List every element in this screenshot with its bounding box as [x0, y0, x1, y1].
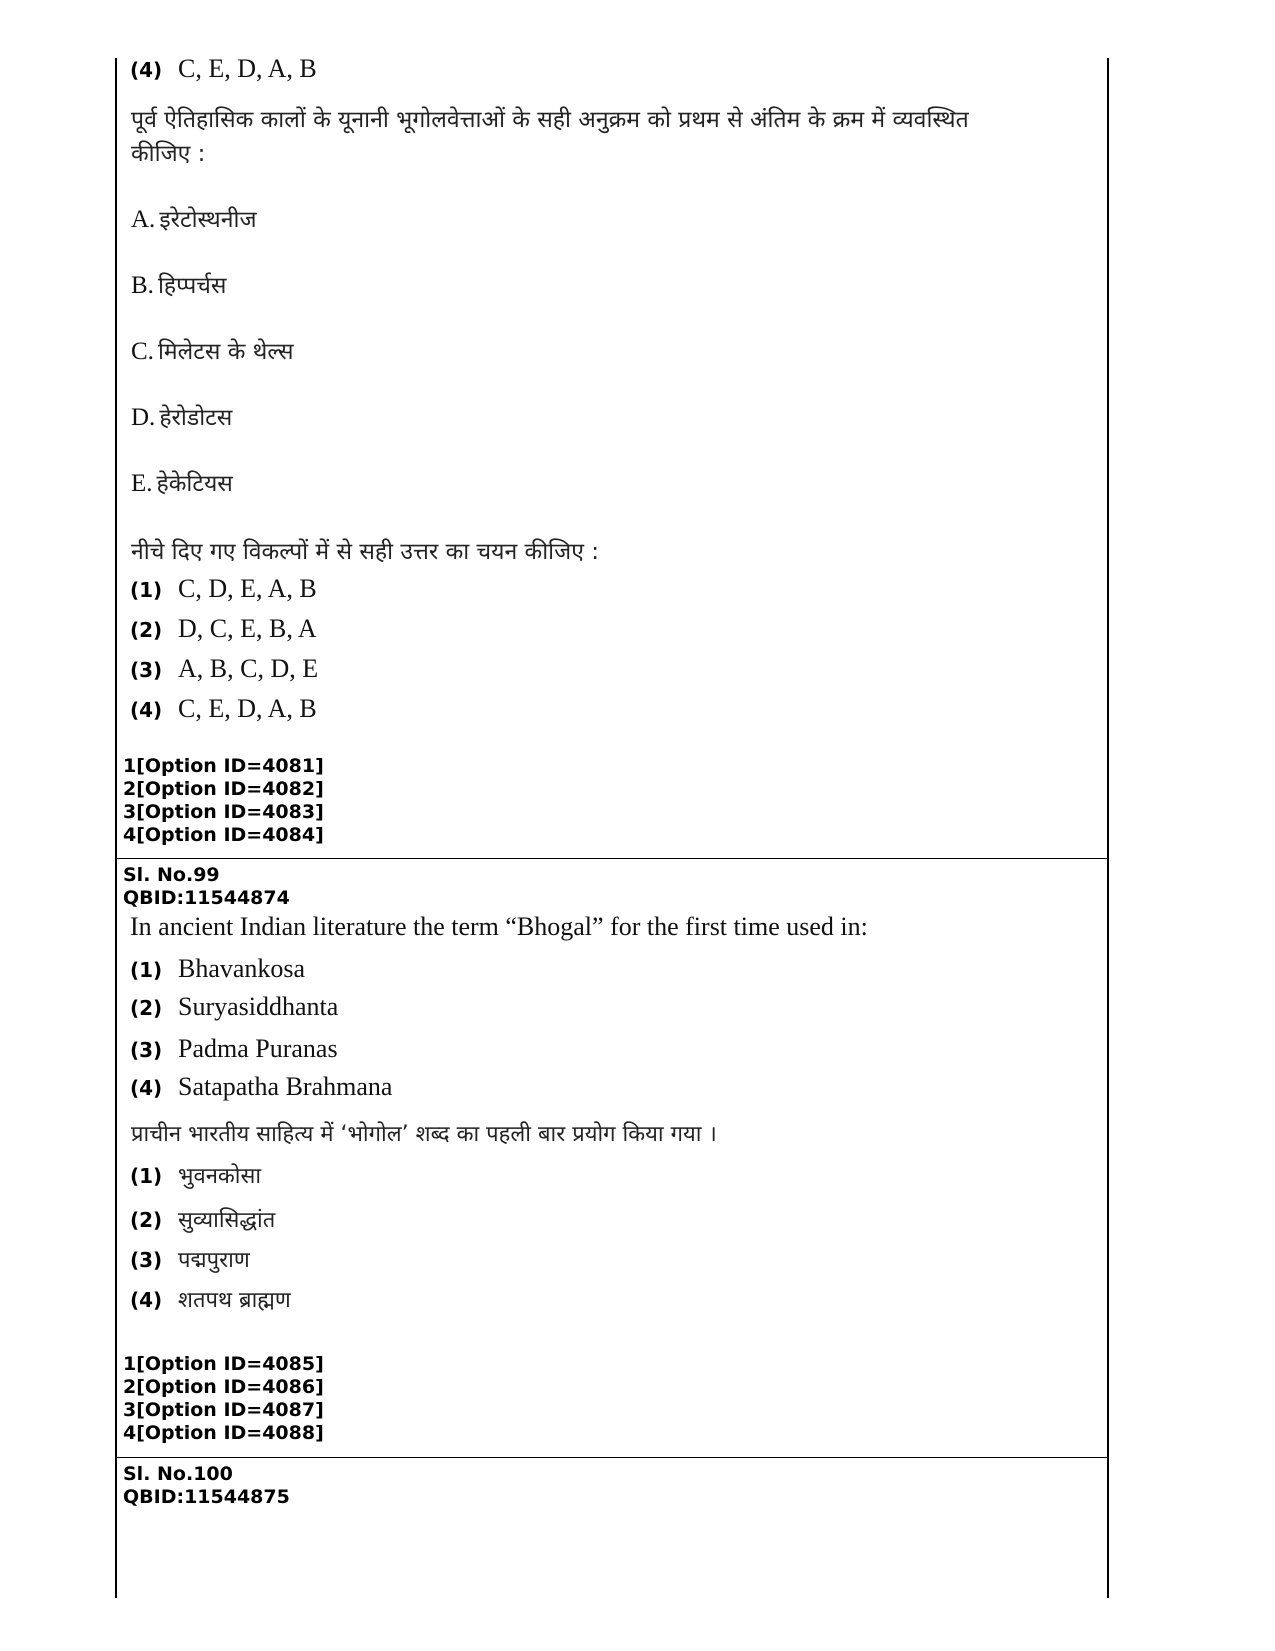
- option-number: (2): [130, 1208, 163, 1232]
- option-text: पद्मपुराण: [178, 1248, 250, 1273]
- option-number: (1): [130, 578, 163, 602]
- option-number: (4): [130, 1076, 163, 1100]
- item-text: हिप्पर्चस: [157, 273, 227, 299]
- item-letter: A.: [131, 206, 156, 233]
- list-item: [131, 202, 257, 234]
- option-text: C, E, D, A, B: [178, 694, 317, 723]
- option-row: [130, 1244, 250, 1274]
- row-divider: [115, 858, 1109, 859]
- question-hindi: प्राचीन भारतीय साहित्य में ‘भोगोल’ शब्द का पहली बार प्रयोग किया गया ।: [131, 1122, 717, 1147]
- option-number: (1): [130, 958, 163, 982]
- item-letter: E.: [131, 470, 153, 497]
- option-row: [130, 614, 317, 644]
- option-row: [130, 1072, 392, 1102]
- option-number: (3): [130, 658, 163, 682]
- option-id: 4[Option ID=4088]: [123, 1422, 324, 1444]
- option-number: (2): [130, 996, 163, 1020]
- option-text: A, B, C, D, E: [178, 654, 319, 683]
- item-text: मिलेटस के थेल्स: [157, 339, 294, 365]
- option-text: शतपथ ब्राह्मण: [178, 1288, 291, 1313]
- item-text: इरेटोस्थनीज: [159, 207, 257, 233]
- option-row: [130, 1034, 338, 1064]
- table-border-right: [1107, 58, 1109, 1598]
- question-hindi-line-1: पूर्व ऐतिहासिक कालों के यूनानी भूगोलवेत्ताओं के सही अनुक्रम को प्रथम से अंतिम के क्रम में व्यवस्थित: [131, 107, 969, 133]
- option-id: 1[Option ID=4085]: [123, 1353, 324, 1375]
- option-number: (2): [130, 618, 163, 642]
- question-hindi-line-2: कीजिए :: [131, 141, 206, 167]
- option-id: 4[Option ID=4084]: [123, 824, 324, 846]
- list-item: [131, 268, 226, 300]
- question-english: In ancient Indian literature the term “Bhogal” for the first time used in:: [130, 912, 868, 941]
- option-row: [130, 654, 318, 684]
- option-id: 2[Option ID=4082]: [123, 778, 324, 800]
- option-number: (3): [130, 1248, 163, 1272]
- option-text: सुव्यासिद्धांत: [178, 1208, 276, 1233]
- option-id: 3[Option ID=4083]: [123, 801, 324, 823]
- item-letter: D.: [131, 404, 156, 431]
- option-id: 3[Option ID=4087]: [123, 1399, 324, 1421]
- option-number: (4): [130, 58, 163, 82]
- option-text: Bhavankosa: [178, 954, 306, 983]
- item-text: हेरोडोटस: [159, 405, 233, 431]
- list-item: [131, 400, 232, 432]
- serial-number: Sl. No.100: [123, 1463, 233, 1485]
- table-border-left: [115, 58, 117, 1598]
- choose-instruction: नीचे दिए गए विकल्पों में से सही उत्तर का चयन कीजिए :: [131, 539, 599, 565]
- item-letter: C.: [131, 338, 154, 365]
- option-row: [130, 992, 338, 1022]
- option-text: Satapatha Brahmana: [178, 1072, 393, 1101]
- option-row: [130, 1204, 275, 1234]
- option-id: 2[Option ID=4086]: [123, 1376, 324, 1398]
- option-text: भुवनकोसा: [178, 1164, 262, 1189]
- option-text: C, E, D, A, B: [178, 54, 317, 83]
- row-divider: [115, 1457, 1109, 1458]
- option-row: [130, 1284, 291, 1314]
- list-item: [131, 466, 233, 498]
- option-text: Suryasiddhanta: [178, 992, 339, 1021]
- serial-number: Sl. No.99: [123, 864, 220, 886]
- option-row: [130, 1160, 261, 1190]
- option-text: C, D, E, A, B: [178, 574, 317, 603]
- list-item: [131, 334, 294, 366]
- option-number: (1): [130, 1164, 163, 1188]
- qbid: QBID:11544874: [123, 887, 290, 909]
- option-number: (4): [130, 698, 163, 722]
- option-id: 1[Option ID=4081]: [123, 755, 324, 777]
- option-text: D, C, E, B, A: [178, 614, 317, 643]
- carry-over-option: [130, 54, 317, 84]
- qbid: QBID:11544875: [123, 1486, 290, 1508]
- option-row: [130, 954, 305, 984]
- option-row: [130, 694, 317, 724]
- option-row: [130, 574, 317, 604]
- item-letter: B.: [131, 272, 154, 299]
- option-number: (3): [130, 1038, 163, 1062]
- option-text: Padma Puranas: [178, 1034, 338, 1063]
- item-text: हेकेटियस: [156, 471, 233, 497]
- option-number: (4): [130, 1288, 163, 1312]
